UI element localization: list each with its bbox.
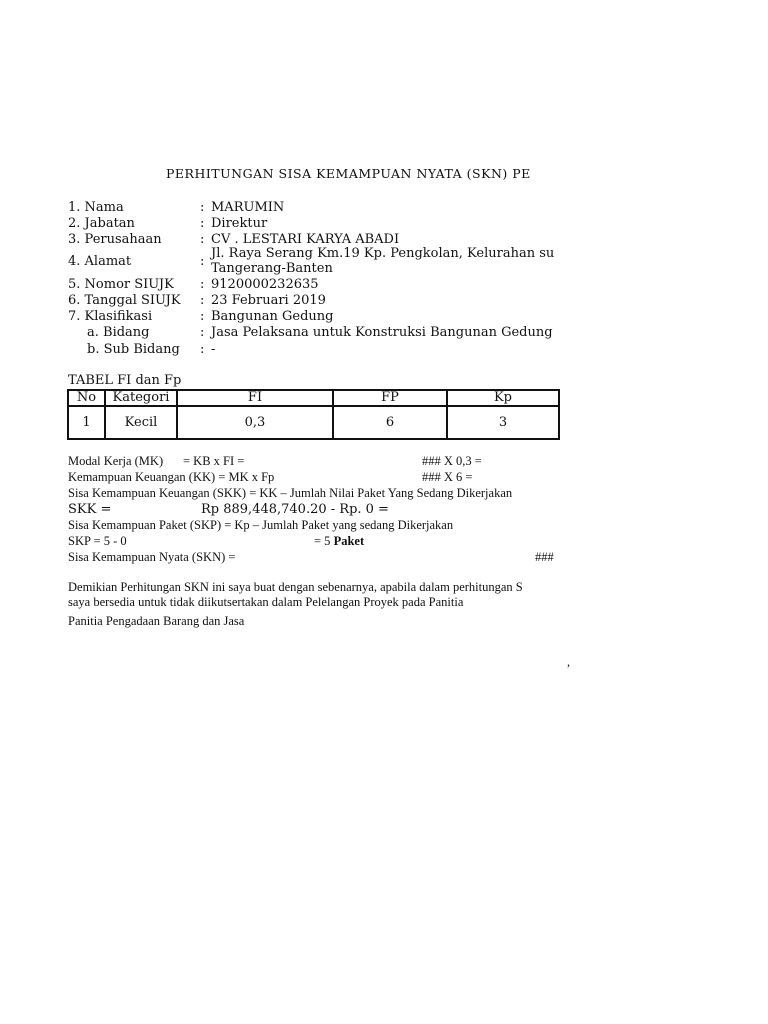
table-header-kategori: Kategori <box>105 390 177 406</box>
field-colon: : <box>200 254 205 269</box>
field-label-klasifikasi: 7. Klasifikasi <box>68 309 153 324</box>
table-cell-kp: 3 <box>447 406 559 439</box>
skp-result <box>314 534 364 549</box>
field-value-jabatan: Direktur <box>211 216 268 231</box>
field-value-bidang: Jasa Pelaksana untuk Konstruksi Bangunan Gedung <box>211 325 553 340</box>
closing-line-1: Demikian Perhitungan SKN ini saya buat dengan sebenarnya, apabila dalam perhitungan S <box>68 580 523 594</box>
mk-label: Modal Kerja (MK) <box>68 454 164 468</box>
field-label-alamat: 4. Alamat <box>68 254 132 269</box>
fi-fp-table <box>67 389 560 440</box>
mk-result: ### X 0,3 = <box>422 454 482 468</box>
table-row <box>68 406 559 439</box>
table-header-fi: FI <box>177 390 333 406</box>
skk-label: SKK = <box>68 502 112 517</box>
skp-unit: Paket <box>333 534 365 548</box>
table-header-fp: FP <box>333 390 447 406</box>
field-colon: : <box>200 216 205 231</box>
field-value-nama: MARUMIN <box>211 200 285 215</box>
kk-label: Kemampuan Keuangan (KK) = MK x Fp <box>68 470 275 484</box>
field-value-alamat-line2: Tangerang-Banten <box>211 261 333 276</box>
signature-comma: , <box>567 655 571 669</box>
field-label-perusahaan: 3. Perusahaan <box>68 232 162 247</box>
field-label-tanggal-siujk: 6. Tanggal SIUJK <box>68 293 181 308</box>
table-cell-fi: 0,3 <box>177 406 333 439</box>
field-value-alamat: Jl. Raya Serang Km.19 Kp. Pengkolan, Kelurahan su <box>211 246 555 261</box>
mk-formula: = KB x FI = <box>183 454 245 468</box>
skk-definition: Sisa Kemampuan Keuangan (SKK) = KK – Jumlah Nilai Paket Yang Sedang Dikerjakan <box>68 486 513 500</box>
table-header-row <box>68 390 559 406</box>
field-label-sub-bidang: b. Sub Bidang <box>87 342 180 357</box>
field-label-nomor-siujk: 5. Nomor SIUJK <box>68 277 174 292</box>
kk-result: ### X 6 = <box>422 470 473 484</box>
field-colon: : <box>200 325 205 340</box>
skn-value: ### <box>535 550 554 564</box>
field-value-nomor-siujk: 9120000232635 <box>211 277 319 292</box>
field-label-nama: 1. Nama <box>68 200 124 215</box>
table-cell-fp: 6 <box>333 406 447 439</box>
field-value-tanggal-siujk: 23 Februari 2019 <box>211 293 326 308</box>
field-value-klasifikasi: Bangunan Gedung <box>211 309 334 324</box>
table-cell-no: 1 <box>68 406 105 439</box>
field-value-sub-bidang: - <box>211 342 216 357</box>
document-title: PERHITUNGAN SISA KEMAMPUAN NYATA (SKN) PE <box>166 166 531 181</box>
table-caption: TABEL FI dan Fp <box>68 373 182 388</box>
field-colon: : <box>200 309 205 324</box>
skp-equals: = 5 <box>314 534 334 548</box>
field-colon: : <box>200 232 205 247</box>
field-colon: : <box>200 277 205 292</box>
field-value-perusahaan: CV . LESTARI KARYA ABADI <box>211 232 400 247</box>
table-header-no: No <box>68 390 105 406</box>
table-cell-kategori: Kecil <box>105 406 177 439</box>
field-colon: : <box>200 342 205 357</box>
field-colon: : <box>200 293 205 308</box>
field-label-bidang: a. Bidang <box>87 325 150 340</box>
field-colon: : <box>200 200 205 215</box>
table-header-kp: Kp <box>447 390 559 406</box>
skk-value: Rp 889,448,740.20 - Rp. 0 = <box>201 502 389 517</box>
skp-label: SKP = 5 - 0 <box>68 534 127 548</box>
skn-label: Sisa Kemampuan Nyata (SKN) = <box>68 550 236 564</box>
skp-definition: Sisa Kemampuan Paket (SKP) = Kp – Jumlah Paket yang sedang Dikerjakan <box>68 518 454 532</box>
field-label-jabatan: 2. Jabatan <box>68 216 135 231</box>
panitia-text: Panitia Pengadaan Barang dan Jasa <box>68 614 245 628</box>
closing-line-2: saya bersedia untuk tidak diikutsertakan dalam Pelelangan Proyek pada Panitia <box>68 595 464 609</box>
